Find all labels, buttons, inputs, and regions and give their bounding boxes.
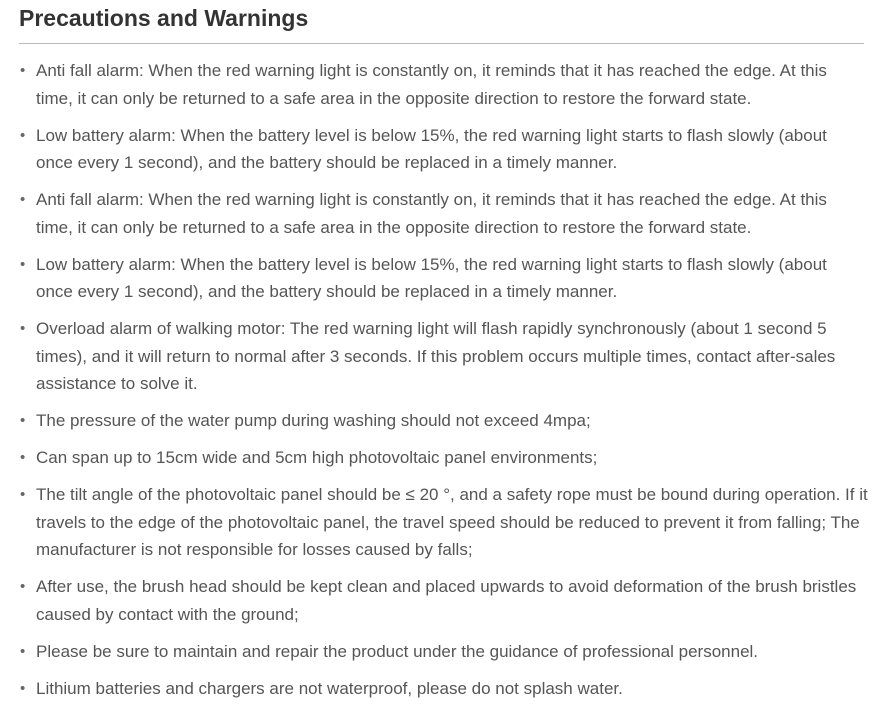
list-item-text: Overload alarm of walking motor: The red warning light will flash rapidly synchronously (about 1 second 5 times), and it will return to normal after 3 seconds. If this problem occurs multiple times, contact after-sales assistance to solve it. [36,319,836,393]
list-item [19,481,868,564]
bullet-icon: • [20,62,26,79]
list-item-text: Lithium batteries and chargers are not waterproof, please do not splash water. [36,678,623,698]
bullet-icon: • [20,679,26,697]
list-item-text: The pressure of the water pump during washing should not exceed 4mpa; [36,411,591,430]
list-item [19,57,868,112]
list-item-text: Can span up to 15cm wide and 5cm high photovoltaic panel environments; [36,448,598,467]
list-item-text: Low battery alarm: When the battery level is below 15%, the red warning light starts to flash slowly (about once every 1 second), and the battery should be replaced in a timely manner. [36,254,827,301]
list-item [19,315,868,398]
list-item [19,573,868,628]
list-item [19,122,868,177]
bullet-icon: • [20,191,26,208]
list-item [19,675,868,703]
list-item [19,186,868,241]
bullet-icon: • [20,126,26,144]
list-item-text: Anti fall alarm: When the red warning light is constantly on, it reminds that it has reached the edge. At this time, it can only be returned to a safe area in the opposite direction to restore the forward state. [36,190,827,237]
bullet-icon: • [20,449,26,466]
bullet-icon: • [20,320,26,337]
bullet-icon: • [20,412,26,429]
title-divider [19,43,864,44]
bullet-icon: • [20,578,26,595]
section-title: Precautions and Warnings [19,5,309,31]
bullet-icon: • [20,486,26,503]
list-item [19,638,868,666]
list-item-text: The tilt angle of the photovoltaic panel should be ≤ 20 °, and a safety rope must be bound during operation. If it travels to the edge of the photovoltaic panel, the travel speed should be reduced to prevent it from falling; The manufacturer is not responsible for losses caused by falls; [36,485,868,559]
bullet-icon: • [20,255,26,273]
list-item-text: After use, the brush head should be kept clean and placed upwards to avoid deformation of the brush bristles caused by contact with the ground; [36,577,857,624]
warnings-list [19,57,868,702]
list-item [19,251,868,306]
bullet-icon: • [20,642,26,660]
list-item-text: Low battery alarm: When the battery level is below 15%, the red warning light starts to flash slowly (about once every 1 second), and the battery should be replaced in a timely manner. [36,125,827,172]
list-item [19,444,868,472]
list-item-text: Please be sure to maintain and repair the product under the guidance of professional personnel. [36,641,759,661]
list-item-text: Anti fall alarm: When the red warning light is constantly on, it reminds that it has reached the edge. At this time, it can only be returned to a safe area in the opposite direction to restore the forward state. [36,61,827,108]
list-item [19,407,868,435]
